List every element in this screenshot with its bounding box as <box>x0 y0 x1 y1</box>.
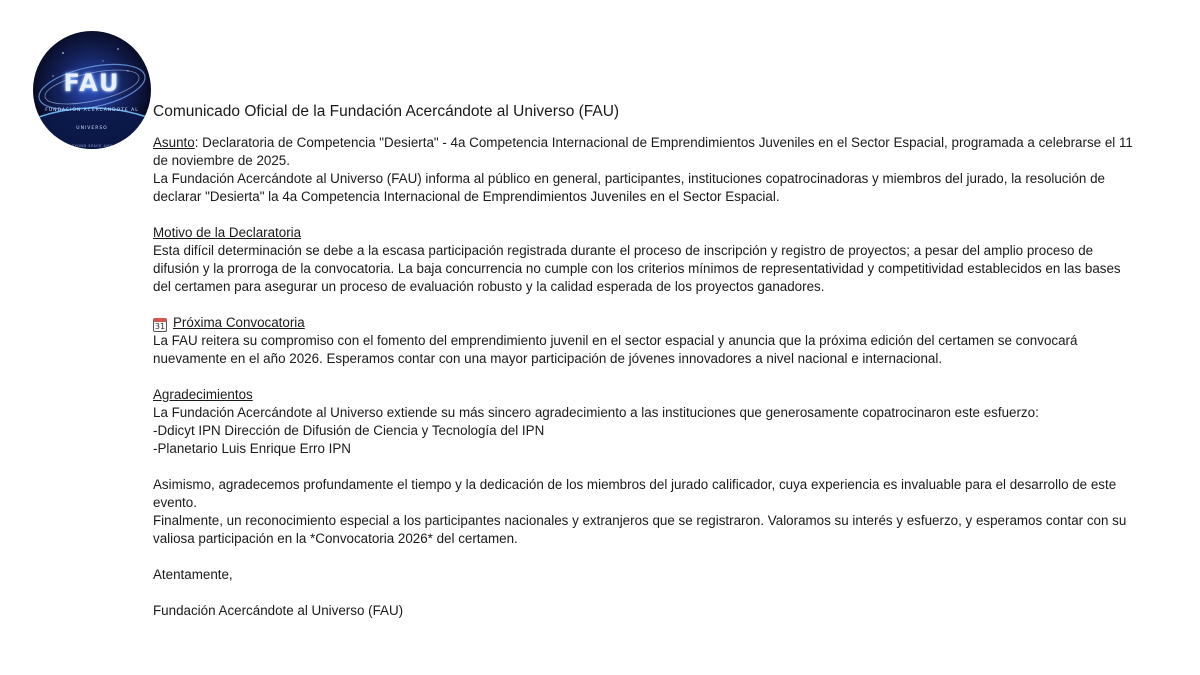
subject-text: : Declaratoria de Competencia "Desierta" - 4a Competencia Internacional de Emprendimientos Juveniles en el Sector Espacial, programada a celebrarse el 11 de noviembre de 2025. <box>153 135 1133 168</box>
calendar-icon: 31 <box>153 318 167 332</box>
motivo-heading: Motivo de la Declaratoria <box>153 225 302 240</box>
jurado-paragraph: Asimismo, agradecemos profundamente el tiempo y la dedicación de los miembros del jurado calificador, cuya experiencia es invaluable para el desarrollo de este evento. <box>153 477 1117 510</box>
proxima-heading: Próxima Convocatoria <box>173 315 305 330</box>
proxima-heading-line <box>153 314 1138 332</box>
document-title: Comunicado Oficial de la Fundación Acercándote al Universo (FAU) <box>153 103 620 120</box>
sponsor-item: -Planetario Luis Enrique Erro IPN <box>153 441 351 456</box>
proxima-paragraph: La FAU reitera su compromiso con el fomento del emprendimiento juvenil en el sector espacial y anuncia que la próxima edición del certamen se convocará nuevamente en el año 2026. Esperamos contar con una mayor participación de jóvenes innovadores a nivel nacional e internacional. <box>153 333 1078 366</box>
logo-tagline: SEE BEYOND SPACE AND TIME <box>59 144 125 148</box>
signature: Fundación Acercándote al Universo (FAU) <box>153 603 404 618</box>
final-paragraph: Finalmente, un reconocimiento especial a los participantes nacionales y extranjeros que se registraron. Valoramos su interés y esfuerzo, y esperamos contar con su valiosa participación en la *Convocatoria 2026* del certamen. <box>153 513 1127 546</box>
logo-text: FAU <box>63 69 121 97</box>
subject-paragraph <box>153 134 1138 170</box>
subject-label: Asunto <box>153 135 195 150</box>
intro-paragraph: La Fundación Acercándote al Universo (FAU) informa al público en general, participantes, instituciones copatrocinadoras y miembros del jurado, la resolución de declarar "Desierta" la 4a Competencia Internacional de Emprendimientos Juveniles en el Sector Espacial. <box>153 171 1105 204</box>
closing-text: Atentamente, <box>153 567 233 582</box>
document-body <box>153 102 1138 620</box>
fau-logo <box>33 31 151 149</box>
agradecimientos-heading: Agradecimientos <box>153 387 253 402</box>
sponsor-item: -Ddicyt IPN Dirección de Difusión de Ciencia y Tecnología del IPN <box>153 423 545 438</box>
agradecimientos-paragraph: La Fundación Acercándote al Universo extiende su más sincero agradecimiento a las instituciones que generosamente copatrocinaron este esfuerzo: <box>153 405 1039 420</box>
motivo-paragraph: Esta difícil determinación se debe a la escasa participación registrada durante el proceso de inscripción y registro de proyectos; a pesar del amplio proceso de difusión y la prorroga de la convocatoria. La baja concurrencia no cumple con los criterios mínimos de representatividad y competitividad establecidos en las bases del certamen para asegurar un proceso de evaluación robusto y la calidad esperada de los proyectos ganadores. <box>153 243 1121 294</box>
logo-subtitle: FUNDACIÓN ACERCÁNDOTE AL UNIVERSO <box>45 108 139 131</box>
